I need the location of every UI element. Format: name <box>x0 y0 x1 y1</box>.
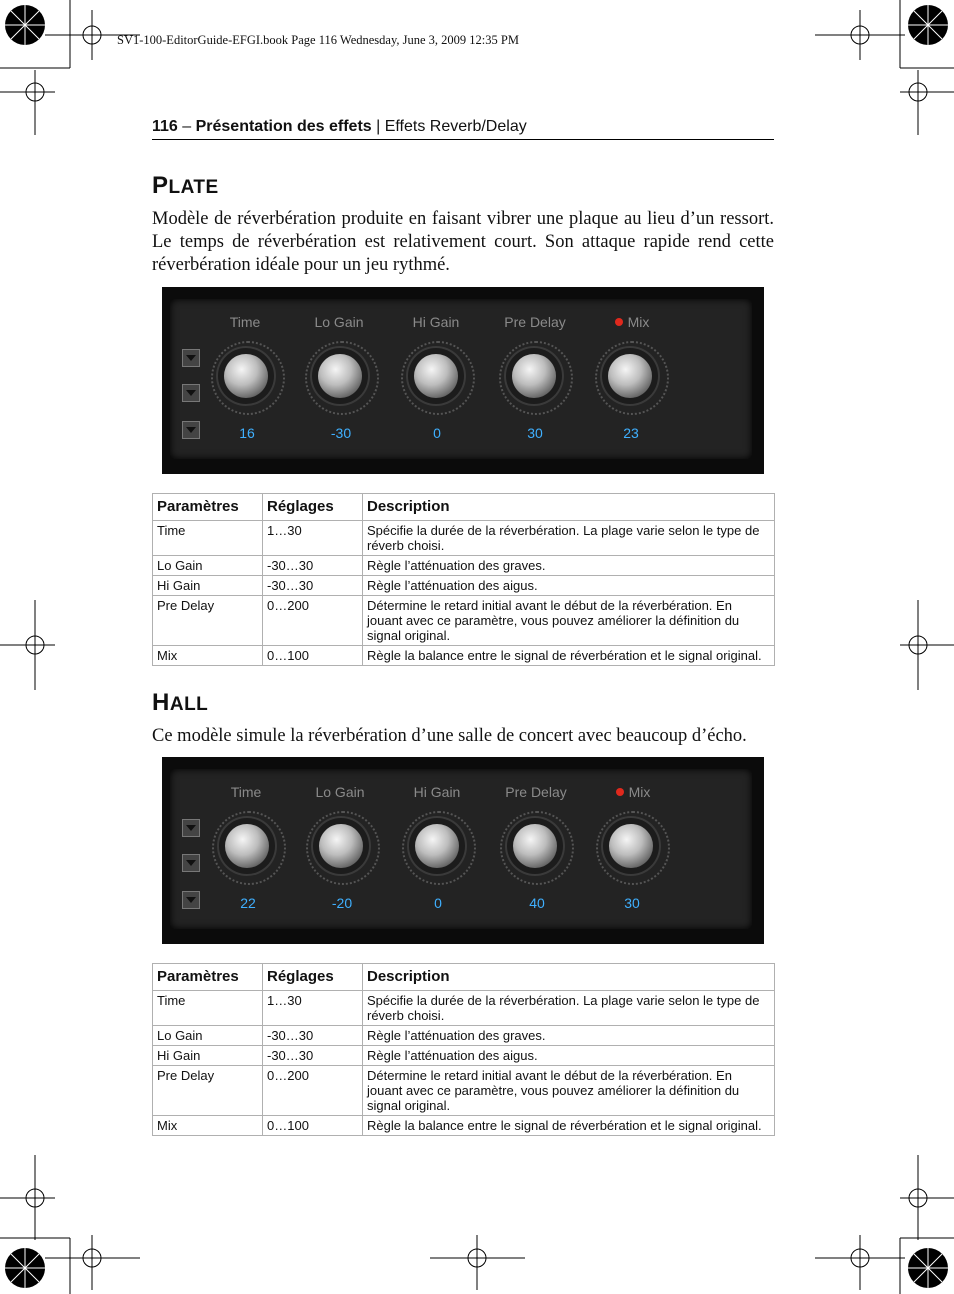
hall-heading-cap: H <box>152 689 170 716</box>
cell-param: Hi Gain <box>153 1046 263 1066</box>
header-reglages: Réglages <box>263 494 363 521</box>
header-parametres: Paramètres <box>153 494 263 521</box>
cell-range: 0…100 <box>263 1116 363 1136</box>
plate-heading-cap: P <box>152 172 169 199</box>
cell-desc: Spécifie la durée de la réverbération. La plage varie selon le type de réverb choisi. <box>363 991 775 1026</box>
page-number: 116 <box>152 118 178 135</box>
knob-value-pre-delay: 30 <box>527 425 543 441</box>
table-row <box>153 556 775 576</box>
lo-gain-knob[interactable] <box>318 354 362 398</box>
header-description: Description <box>363 964 775 991</box>
table-header-row <box>153 964 775 991</box>
cell-desc: Règle la balance entre le signal de réverbération et le signal original. <box>363 646 775 666</box>
cell-param: Mix <box>153 646 263 666</box>
knob-label-pre-delay: Pre Delay <box>505 784 567 800</box>
head-dash: – <box>177 118 196 135</box>
lo-gain-knob[interactable] <box>319 824 363 868</box>
knob-label-hi-gain: Hi Gain <box>413 784 461 800</box>
knob-label-hi-gain: Hi Gain <box>412 314 460 330</box>
cell-desc: Détermine le retard initial avant le début de la réverbération. En jouant avec ce paramètre, vous pouvez améliorer la définition du signal original. <box>363 596 775 646</box>
hall-heading-rest: ALL <box>169 694 209 715</box>
cell-range: 0…100 <box>263 646 363 666</box>
cell-desc: Règle l’atténuation des aigus. <box>363 1046 775 1066</box>
table-row <box>153 1066 775 1116</box>
knob-label-mix <box>588 784 678 800</box>
mix-knob[interactable] <box>608 354 652 398</box>
knob-value-hi-gain: 0 <box>434 895 442 911</box>
cell-param: Pre Delay <box>153 596 263 646</box>
cell-range: -30…30 <box>263 1046 363 1066</box>
knob-value-lo-gain: -20 <box>331 895 353 911</box>
section-title: Effets Reverb/Delay <box>384 118 527 135</box>
header-reglages: Réglages <box>263 964 363 991</box>
table-row <box>153 576 775 596</box>
table-row <box>153 521 775 556</box>
cell-range: 1…30 <box>263 991 363 1026</box>
time-knob[interactable] <box>224 354 268 398</box>
knob-label-lo-gain: Lo Gain <box>315 784 365 800</box>
knob-value-lo-gain: -30 <box>330 425 352 441</box>
dropdown-arrow-icon[interactable] <box>182 384 200 402</box>
pre-delay-knob[interactable] <box>512 354 556 398</box>
cell-desc: Règle la balance entre le signal de réverbération et le signal original. <box>363 1116 775 1136</box>
cell-param: Pre Delay <box>153 1066 263 1116</box>
hall-heading <box>152 689 208 717</box>
cell-param: Time <box>153 991 263 1026</box>
cell-range: 0…200 <box>263 1066 363 1116</box>
time-knob[interactable] <box>225 824 269 868</box>
knob-value-time: 16 <box>239 425 255 441</box>
table-row <box>153 1116 775 1136</box>
plate-description: Modèle de réverbération produite en faisant vibrer une plaque au lieu d’un ressort. Le temps de réverbération est relativement court. Son attaque rapide rend cette réverbération idéale pour un jeu rythmé. <box>152 209 774 275</box>
cell-param: Lo Gain <box>153 556 263 576</box>
cell-param: Lo Gain <box>153 1026 263 1046</box>
dropdown-arrow-icon[interactable] <box>182 854 200 872</box>
hi-gain-knob[interactable] <box>414 354 458 398</box>
cell-desc: Règle l’atténuation des aigus. <box>363 576 775 596</box>
dropdown-arrow-icon[interactable] <box>182 819 200 837</box>
cell-param: Time <box>153 521 263 556</box>
mix-indicator-icon <box>616 788 624 796</box>
cell-range: 0…200 <box>263 596 363 646</box>
cell-param: Mix <box>153 1116 263 1136</box>
dropdown-arrow-icon[interactable] <box>182 421 200 439</box>
cell-range: 1…30 <box>263 521 363 556</box>
table-row <box>153 1046 775 1066</box>
hall-effect-panel <box>162 757 764 944</box>
hall-description: Ce modèle simule la réverbération d’une salle de concert avec beaucoup d’écho. <box>152 726 747 746</box>
dropdown-arrow-icon[interactable] <box>182 891 200 909</box>
knob-value-mix: 30 <box>624 895 640 911</box>
table-header-row <box>153 494 775 521</box>
cell-param: Hi Gain <box>153 576 263 596</box>
dropdown-arrow-icon[interactable] <box>182 349 200 367</box>
mix-label-text: Mix <box>627 314 650 330</box>
knob-value-pre-delay: 40 <box>529 895 545 911</box>
knob-label-pre-delay: Pre Delay <box>504 314 566 330</box>
table-row <box>153 1026 775 1046</box>
cell-range: -30…30 <box>263 556 363 576</box>
head-separator: | <box>371 118 385 135</box>
knob-value-hi-gain: 0 <box>433 425 441 441</box>
table-row <box>153 991 775 1026</box>
mix-indicator-icon <box>615 318 623 326</box>
knob-label-lo-gain: Lo Gain <box>314 314 364 330</box>
knob-label-time: Time <box>229 314 261 330</box>
mix-label-text: Mix <box>628 784 651 800</box>
mix-knob[interactable] <box>609 824 653 868</box>
knob-value-time: 22 <box>240 895 256 911</box>
knob-label-time: Time <box>230 784 262 800</box>
hi-gain-knob[interactable] <box>415 824 459 868</box>
table-row <box>153 646 775 666</box>
running-head <box>152 118 774 140</box>
cell-range: -30…30 <box>263 576 363 596</box>
cell-desc: Règle l’atténuation des graves. <box>363 556 775 576</box>
knob-value-mix: 23 <box>623 425 639 441</box>
plate-heading-rest: LATE <box>168 177 219 198</box>
header-description: Description <box>363 494 775 521</box>
print-slug: SV1-100-EditorGuide-EFGI.book Page 116 Wednesday, June 3, 2009 12:35 PM <box>117 33 519 47</box>
chapter-title: Présentation des effets <box>195 118 372 135</box>
cell-desc: Détermine le retard initial avant le début de la réverbération. En jouant avec ce paramètre, vous pouvez améliorer la définition du signal original. <box>363 1066 775 1116</box>
plate-heading <box>152 172 219 200</box>
cell-range: -30…30 <box>263 1026 363 1046</box>
header-parametres: Paramètres <box>153 964 263 991</box>
cell-desc: Spécifie la durée de la réverbération. La plage varie selon le type de réverb choisi. <box>363 521 775 556</box>
plate-effect-panel <box>162 287 764 474</box>
hall-parameters-table <box>152 963 775 1136</box>
knob-label-mix <box>587 314 677 330</box>
pre-delay-knob[interactable] <box>513 824 557 868</box>
plate-parameters-table <box>152 493 775 666</box>
cell-desc: Règle l’atténuation des graves. <box>363 1026 775 1046</box>
table-row <box>153 596 775 646</box>
